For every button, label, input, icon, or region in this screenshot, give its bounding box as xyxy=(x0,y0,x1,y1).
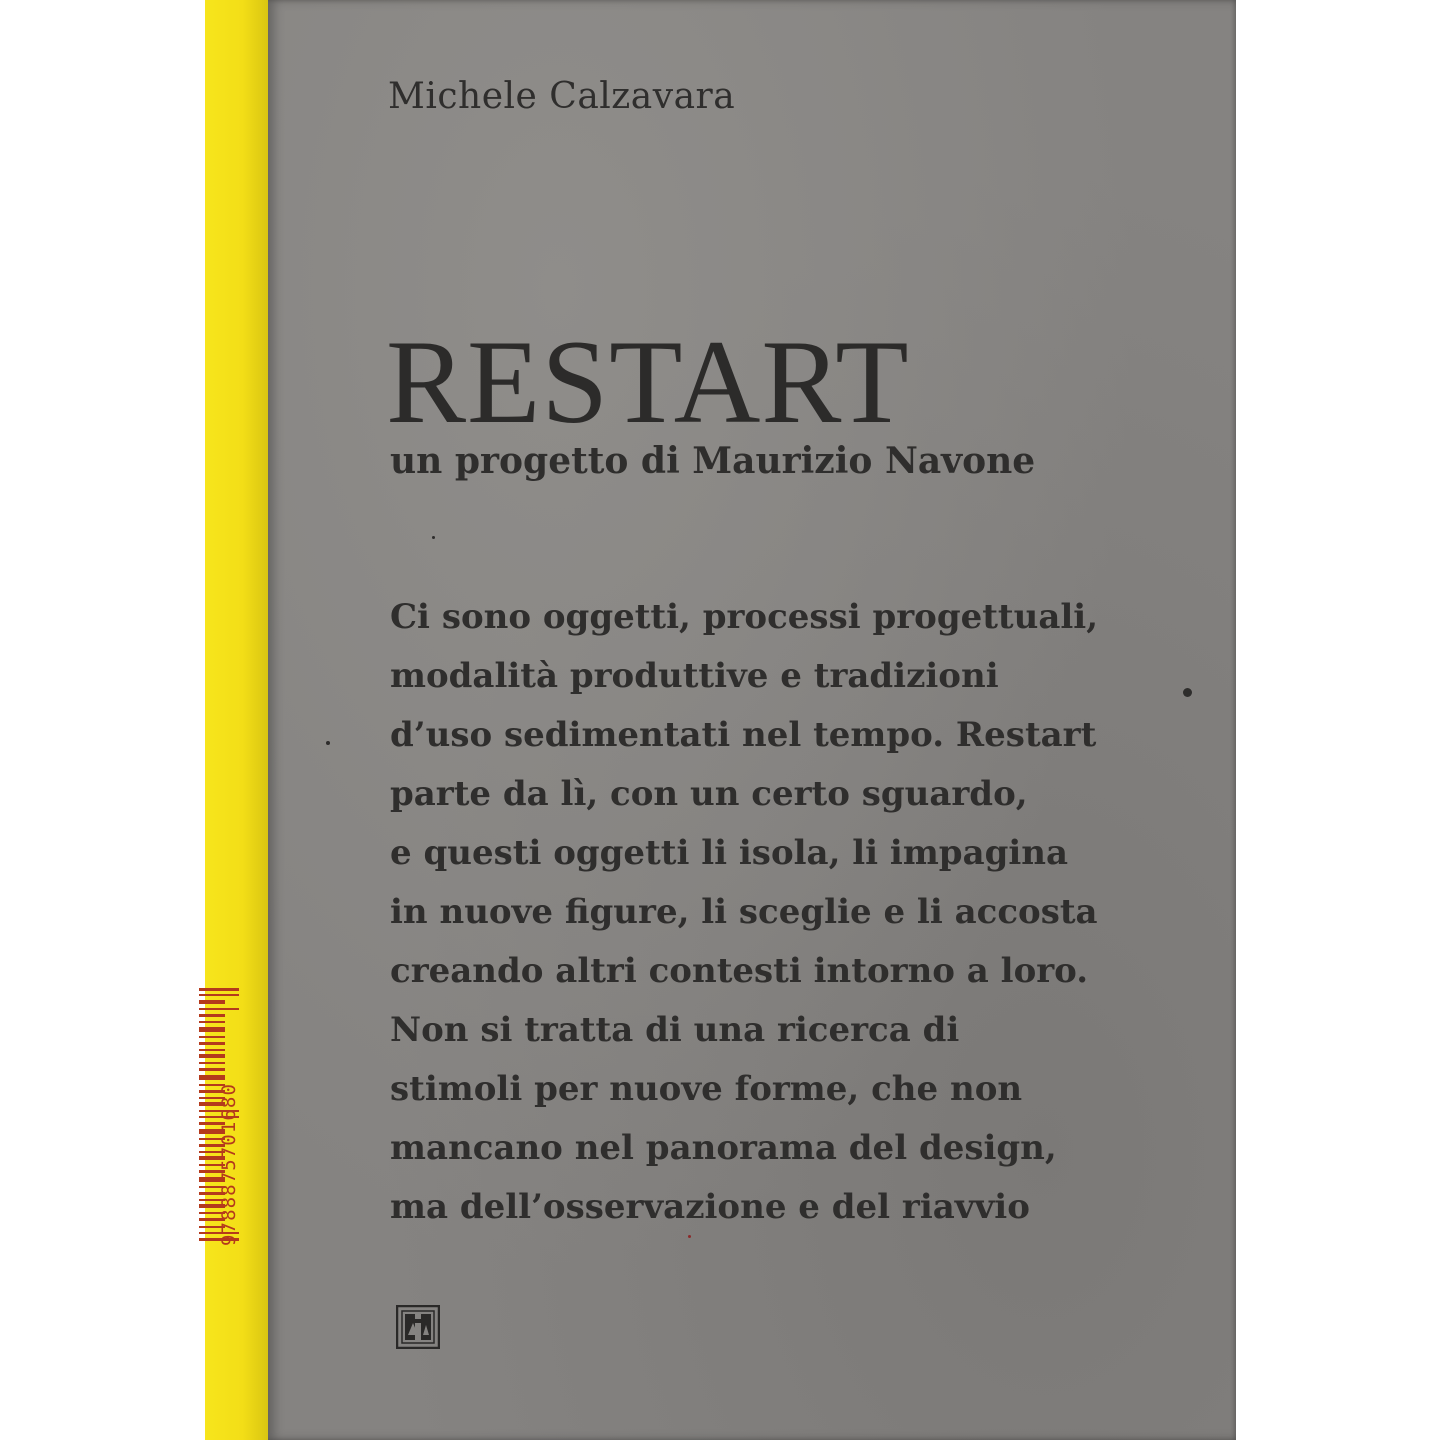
author-name: Michele Calzavara xyxy=(388,76,736,117)
blurb-line: in nuove figure, li sceglie e li accosta xyxy=(390,892,1098,932)
blurb-line: e questi oggetti li isola, li impagina xyxy=(390,833,1069,873)
blurb-line: modalità produttive e tradizioni xyxy=(390,656,999,696)
blurb-line: creando altri contesti intorno a loro. xyxy=(390,951,1089,991)
cover-speckle xyxy=(432,536,435,539)
blurb-line: mancano nel panorama del design, xyxy=(390,1128,1057,1168)
book-title: RESTART xyxy=(386,315,910,448)
cover-speckle xyxy=(326,741,330,745)
publisher-logo-icon xyxy=(396,1305,440,1349)
cover-blurb xyxy=(390,588,1098,1237)
cover-speckle xyxy=(1183,688,1192,697)
barcode-digits: 9788875701680 xyxy=(218,1082,240,1246)
blurb-line: d’uso sedimentati nel tempo. Restart xyxy=(390,715,1097,755)
blurb-line: stimoli per nuove forme, che non xyxy=(390,1069,1023,1109)
blurb-line: parte da lì, con un certo sguardo, xyxy=(390,774,1028,814)
blurb-line: Non si tratta di una ricerca di xyxy=(390,1010,960,1050)
blurb-line: ma dell’osservazione e del riavvio xyxy=(390,1187,1030,1227)
blurb-line: Ci sono oggetti, processi progettuali, xyxy=(390,597,1099,637)
book-subtitle: un progetto di Maurizio Navone xyxy=(390,440,1036,482)
